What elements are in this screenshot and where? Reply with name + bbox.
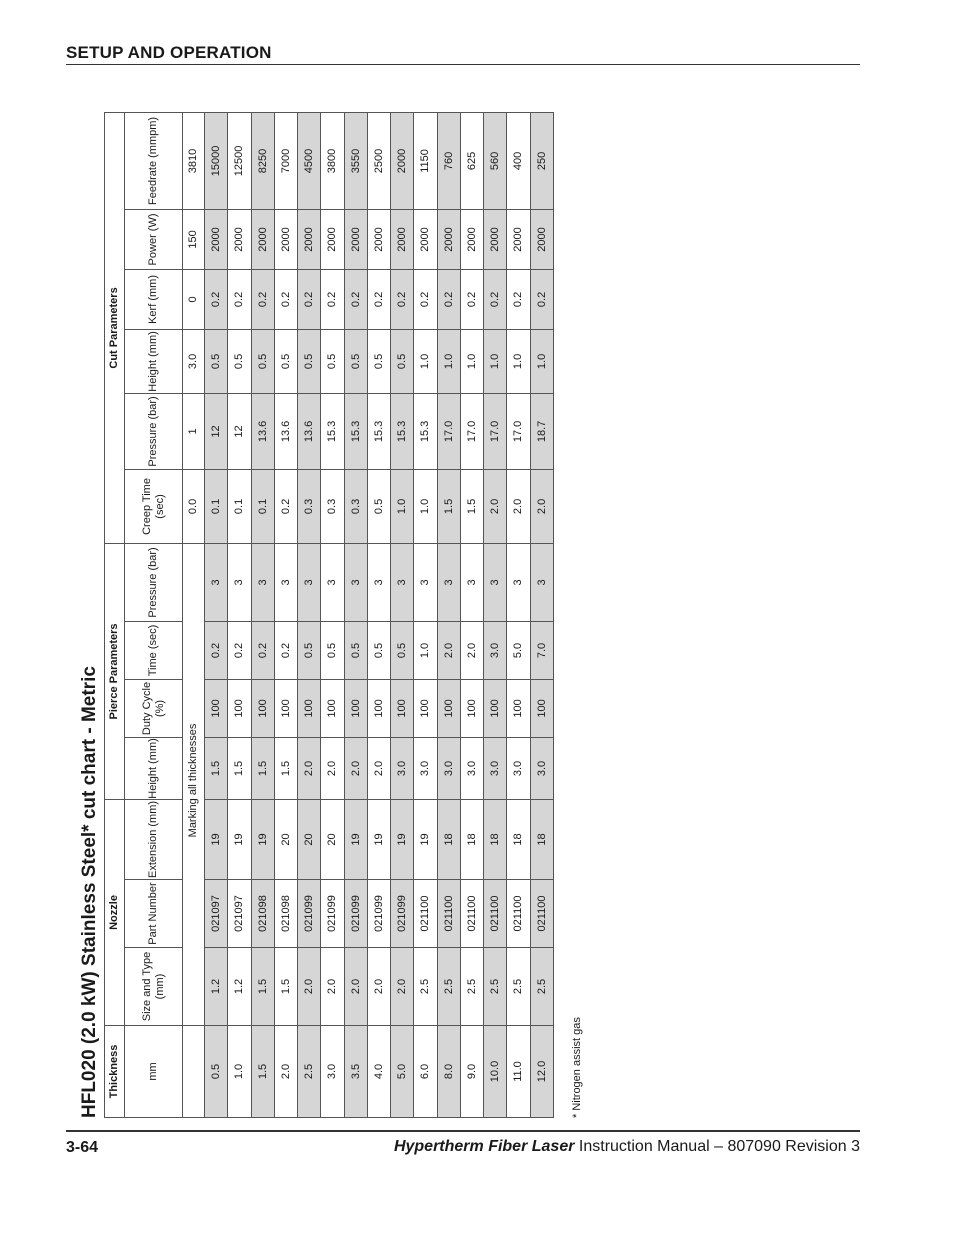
cell-kerf: 0.2 — [344, 269, 367, 329]
footer-revision: 807090 Revision 3 — [727, 1138, 860, 1155]
section-header: SETUP AND OPERATION — [66, 43, 272, 62]
cell-power: 2000 — [367, 209, 390, 269]
cell-kerf: 0.2 — [460, 269, 483, 329]
cell-power: 2000 — [274, 209, 297, 269]
col-thickness-mm: mm — [125, 1026, 183, 1118]
cell-pierce-time: 0.5 — [367, 621, 390, 679]
cell-duty-cycle: 100 — [321, 679, 344, 737]
cell-pierce-height: 2.0 — [344, 737, 367, 799]
cell-kerf: 0.2 — [530, 269, 553, 329]
cell-cut-pressure: 17.0 — [460, 393, 483, 469]
cell-pierce-time: 5.0 — [507, 621, 530, 679]
cell-extension: 18 — [507, 799, 530, 879]
marking-cut-height: 3.0 — [183, 329, 205, 393]
cell-duty-cycle: 100 — [530, 679, 553, 737]
cell-thickness: 3.0 — [321, 1026, 344, 1118]
cell-pierce-height: 1.5 — [228, 737, 251, 799]
cell-duty-cycle: 100 — [344, 679, 367, 737]
cell-duty-cycle: 100 — [484, 679, 507, 737]
cell-part-number: 021099 — [321, 880, 344, 948]
col-cut-pressure: Pressure (bar) — [125, 393, 183, 469]
cell-pierce-height: 1.5 — [205, 737, 228, 799]
cell-pierce-time: 0.5 — [391, 621, 414, 679]
table-row — [228, 112, 251, 1117]
cell-part-number: 021100 — [460, 880, 483, 948]
cell-pierce-pressure: 3 — [274, 543, 297, 621]
cell-part-number: 021100 — [414, 880, 437, 948]
cell-cut-height: 1.0 — [437, 329, 460, 393]
cell-pierce-time: 0.2 — [274, 621, 297, 679]
cell-pierce-pressure: 3 — [228, 543, 251, 621]
cell-thickness: 10.0 — [484, 1026, 507, 1118]
cell-size-type: 2.5 — [507, 948, 530, 1026]
cell-cut-pressure: 15.3 — [344, 393, 367, 469]
cell-kerf: 0.2 — [507, 269, 530, 329]
cell-kerf: 0.2 — [321, 269, 344, 329]
cell-part-number: 021098 — [251, 880, 274, 948]
cell-cut-height: 0.5 — [205, 329, 228, 393]
cell-feedrate: 250 — [530, 112, 553, 209]
cell-thickness: 0.5 — [205, 1026, 228, 1118]
cell-creep-time: 0.3 — [321, 469, 344, 543]
cell-cut-pressure: 12 — [205, 393, 228, 469]
cell-creep-time: 1.0 — [414, 469, 437, 543]
cell-cut-height: 0.5 — [344, 329, 367, 393]
cell-duty-cycle: 100 — [367, 679, 390, 737]
cell-size-type: 2.0 — [298, 948, 321, 1026]
cell-pierce-pressure: 3 — [367, 543, 390, 621]
table-row — [344, 112, 367, 1117]
cell-thickness: 6.0 — [414, 1026, 437, 1118]
cell-cut-height: 0.5 — [298, 329, 321, 393]
cell-power: 2000 — [460, 209, 483, 269]
cell-creep-time: 0.3 — [344, 469, 367, 543]
cell-pierce-pressure: 3 — [484, 543, 507, 621]
cell-feedrate: 2000 — [391, 112, 414, 209]
cell-pierce-height: 1.5 — [251, 737, 274, 799]
cell-thickness: 9.0 — [460, 1026, 483, 1118]
cell-cut-pressure: 13.6 — [274, 393, 297, 469]
cell-extension: 19 — [367, 799, 390, 879]
cell-cut-height: 1.0 — [507, 329, 530, 393]
cell-cut-height: 0.5 — [391, 329, 414, 393]
col-cut-height: Height (mm) — [125, 329, 183, 393]
col-creep-time: Creep Time (sec) — [125, 469, 183, 543]
table-row — [367, 112, 390, 1117]
cell-part-number: 021100 — [437, 880, 460, 948]
cell-creep-time: 0.3 — [298, 469, 321, 543]
cell-creep-time: 1.5 — [437, 469, 460, 543]
cell-power: 2000 — [344, 209, 367, 269]
cell-pierce-time: 3.0 — [484, 621, 507, 679]
cell-cut-height: 0.5 — [251, 329, 274, 393]
cell-thickness: 2.0 — [274, 1026, 297, 1118]
cell-creep-time: 2.0 — [530, 469, 553, 543]
group-header-row — [105, 112, 125, 1117]
table-row — [274, 112, 297, 1117]
cell-pierce-time: 0.2 — [251, 621, 274, 679]
column-header-row — [125, 112, 183, 1117]
cell-creep-time: 0.1 — [251, 469, 274, 543]
cell-thickness: 8.0 — [437, 1026, 460, 1118]
cell-pierce-height: 3.0 — [391, 737, 414, 799]
cell-feedrate: 560 — [484, 112, 507, 209]
footer-rule — [66, 1130, 860, 1132]
cell-duty-cycle: 100 — [507, 679, 530, 737]
cell-extension: 19 — [344, 799, 367, 879]
cell-kerf: 0.2 — [391, 269, 414, 329]
cell-pierce-time: 1.0 — [414, 621, 437, 679]
cell-pierce-pressure: 3 — [298, 543, 321, 621]
cell-pierce-pressure: 3 — [251, 543, 274, 621]
cell-extension: 20 — [298, 799, 321, 879]
footer-brand: Hypertherm Fiber Laser — [393, 1138, 575, 1155]
cell-thickness: 1.0 — [228, 1026, 251, 1118]
cell-cut-pressure: 17.0 — [484, 393, 507, 469]
cell-power: 2000 — [298, 209, 321, 269]
cell-pierce-pressure: 3 — [391, 543, 414, 621]
cell-power: 2000 — [391, 209, 414, 269]
cell-pierce-height: 1.5 — [274, 737, 297, 799]
cell-feedrate: 7000 — [274, 112, 297, 209]
cell-pierce-pressure: 3 — [530, 543, 553, 621]
cell-cut-pressure: 18.7 — [530, 393, 553, 469]
col-part-number: Part Number — [125, 880, 183, 948]
cell-cut-height: 1.0 — [484, 329, 507, 393]
cell-extension: 18 — [530, 799, 553, 879]
cell-part-number: 021098 — [274, 880, 297, 948]
cell-pierce-time: 2.0 — [437, 621, 460, 679]
cell-pierce-time: 2.0 — [460, 621, 483, 679]
cell-size-type: 1.5 — [274, 948, 297, 1026]
cell-part-number: 021097 — [205, 880, 228, 948]
cell-duty-cycle: 100 — [298, 679, 321, 737]
cell-cut-height: 0.5 — [367, 329, 390, 393]
cell-duty-cycle: 100 — [414, 679, 437, 737]
cell-extension: 18 — [437, 799, 460, 879]
cell-duty-cycle: 100 — [391, 679, 414, 737]
cell-feedrate: 4500 — [298, 112, 321, 209]
cell-duty-cycle: 100 — [251, 679, 274, 737]
cell-pierce-pressure: 3 — [507, 543, 530, 621]
marking-label: Marking all thicknesses — [183, 543, 205, 1025]
cell-part-number: 021099 — [344, 880, 367, 948]
cell-extension: 19 — [251, 799, 274, 879]
col-duty-cycle: Duty Cycle (%) — [125, 679, 183, 737]
cell-size-type: 1.5 — [251, 948, 274, 1026]
cell-creep-time: 0.1 — [205, 469, 228, 543]
cell-part-number: 021100 — [530, 880, 553, 948]
cell-feedrate: 2500 — [367, 112, 390, 209]
cell-thickness: 4.0 — [367, 1026, 390, 1118]
cell-pierce-height: 3.0 — [437, 737, 460, 799]
cell-cut-pressure: 17.0 — [437, 393, 460, 469]
cell-extension: 20 — [274, 799, 297, 879]
table-row — [321, 112, 344, 1117]
footer-dash: – — [714, 1138, 723, 1155]
footer-manual: Instruction Manual — [578, 1138, 710, 1155]
cell-size-type: 2.5 — [460, 948, 483, 1026]
cell-cut-pressure: 13.6 — [298, 393, 321, 469]
cell-creep-time: 1.5 — [460, 469, 483, 543]
cell-kerf: 0.2 — [251, 269, 274, 329]
cell-feedrate: 400 — [507, 112, 530, 209]
table-row — [414, 112, 437, 1117]
cut-chart-table — [104, 112, 554, 1118]
cell-extension: 18 — [460, 799, 483, 879]
cell-kerf: 0.2 — [414, 269, 437, 329]
table-row — [298, 112, 321, 1117]
cell-cut-pressure: 12 — [228, 393, 251, 469]
cell-cut-pressure: 15.3 — [321, 393, 344, 469]
cell-duty-cycle: 100 — [205, 679, 228, 737]
cell-pierce-height: 3.0 — [530, 737, 553, 799]
cell-kerf: 0.2 — [367, 269, 390, 329]
header-rule — [66, 64, 860, 65]
marking-power: 150 — [183, 209, 205, 269]
footnote: * Nitrogen assist gas — [571, 1017, 583, 1118]
col-power: Power (W) — [125, 209, 183, 269]
cell-pierce-pressure: 3 — [321, 543, 344, 621]
cell-duty-cycle: 100 — [228, 679, 251, 737]
cell-pierce-time: 0.5 — [344, 621, 367, 679]
cell-extension: 19 — [391, 799, 414, 879]
cell-power: 2000 — [484, 209, 507, 269]
cell-duty-cycle: 100 — [437, 679, 460, 737]
cell-feedrate: 8250 — [251, 112, 274, 209]
cell-cut-height: 1.0 — [414, 329, 437, 393]
marking-creep-time: 0.0 — [183, 469, 205, 543]
cell-thickness: 11.0 — [507, 1026, 530, 1118]
col-pierce-time: Time (sec) — [125, 621, 183, 679]
cell-duty-cycle: 100 — [274, 679, 297, 737]
cell-size-type: 2.0 — [344, 948, 367, 1026]
cell-pierce-height: 3.0 — [484, 737, 507, 799]
group-pierce-parameters: Pierce Parameters — [105, 543, 125, 799]
cell-creep-time: 1.0 — [391, 469, 414, 543]
cell-feedrate: 3550 — [344, 112, 367, 209]
cell-cut-height: 0.5 — [274, 329, 297, 393]
col-kerf: Kerf (mm) — [125, 269, 183, 329]
cell-pierce-height: 3.0 — [507, 737, 530, 799]
cell-cut-pressure: 17.0 — [507, 393, 530, 469]
table-row — [530, 112, 553, 1117]
cell-power: 2000 — [414, 209, 437, 269]
cell-pierce-pressure: 3 — [344, 543, 367, 621]
col-pierce-pressure: Pressure (bar) — [125, 543, 183, 621]
cell-pierce-time: 0.2 — [228, 621, 251, 679]
marking-empty-cell — [183, 1026, 205, 1118]
cell-pierce-height: 3.0 — [460, 737, 483, 799]
cell-creep-time: 2.0 — [507, 469, 530, 543]
cut-chart-table-wrapper — [104, 113, 554, 1118]
cell-power: 2000 — [530, 209, 553, 269]
cell-thickness: 2.5 — [298, 1026, 321, 1118]
cell-extension: 18 — [484, 799, 507, 879]
cell-kerf: 0.2 — [484, 269, 507, 329]
cell-pierce-time: 7.0 — [530, 621, 553, 679]
table-row — [460, 112, 483, 1117]
cell-part-number: 021097 — [228, 880, 251, 948]
cell-cut-pressure: 15.3 — [391, 393, 414, 469]
cell-thickness: 3.5 — [344, 1026, 367, 1118]
cell-part-number: 021099 — [391, 880, 414, 948]
cell-size-type: 2.0 — [321, 948, 344, 1026]
footer-manual-info — [394, 1138, 860, 1156]
cell-duty-cycle: 100 — [460, 679, 483, 737]
cell-size-type: 2.5 — [530, 948, 553, 1026]
cell-feedrate: 12500 — [228, 112, 251, 209]
cell-thickness: 12.0 — [530, 1026, 553, 1118]
col-extension: Extension (mm) — [125, 799, 183, 879]
cell-power: 2000 — [437, 209, 460, 269]
cell-creep-time: 0.2 — [274, 469, 297, 543]
cell-pierce-time: 0.5 — [298, 621, 321, 679]
cell-pierce-height: 2.0 — [367, 737, 390, 799]
cell-thickness: 1.5 — [251, 1026, 274, 1118]
table-row — [437, 112, 460, 1117]
cell-feedrate: 3800 — [321, 112, 344, 209]
cell-kerf: 0.2 — [274, 269, 297, 329]
cell-pierce-pressure: 3 — [460, 543, 483, 621]
cell-part-number: 021100 — [507, 880, 530, 948]
cell-pierce-pressure: 3 — [414, 543, 437, 621]
cell-cut-pressure: 15.3 — [414, 393, 437, 469]
cell-size-type: 1.2 — [205, 948, 228, 1026]
group-thickness: Thickness — [105, 1026, 125, 1118]
cell-cut-pressure: 15.3 — [367, 393, 390, 469]
cell-pierce-time: 0.5 — [321, 621, 344, 679]
cell-kerf: 0.2 — [298, 269, 321, 329]
cell-creep-time: 0.5 — [367, 469, 390, 543]
cell-extension: 19 — [414, 799, 437, 879]
cell-power: 2000 — [507, 209, 530, 269]
cell-cut-height: 1.0 — [530, 329, 553, 393]
cell-kerf: 0.2 — [228, 269, 251, 329]
cell-size-type: 2.5 — [414, 948, 437, 1026]
cell-cut-pressure: 13.6 — [251, 393, 274, 469]
marking-feedrate: 3810 — [183, 112, 205, 209]
group-nozzle: Nozzle — [105, 799, 125, 1025]
cell-feedrate: 15000 — [205, 112, 228, 209]
cell-pierce-pressure: 3 — [205, 543, 228, 621]
marking-kerf: 0 — [183, 269, 205, 329]
cell-feedrate: 760 — [437, 112, 460, 209]
col-feedrate: Feedrate (mmpm) — [125, 112, 183, 209]
col-pierce-height: Height (mm) — [125, 737, 183, 799]
cell-pierce-pressure: 3 — [437, 543, 460, 621]
cell-pierce-height: 2.0 — [321, 737, 344, 799]
cell-thickness: 5.0 — [391, 1026, 414, 1118]
cell-kerf: 0.2 — [437, 269, 460, 329]
cell-part-number: 021099 — [367, 880, 390, 948]
cell-power: 2000 — [321, 209, 344, 269]
cell-extension: 20 — [321, 799, 344, 879]
cell-cut-height: 0.5 — [321, 329, 344, 393]
table-row — [251, 112, 274, 1117]
cell-power: 2000 — [251, 209, 274, 269]
cell-cut-height: 0.5 — [228, 329, 251, 393]
cell-feedrate: 1150 — [414, 112, 437, 209]
cell-feedrate: 625 — [460, 112, 483, 209]
cell-part-number: 021100 — [484, 880, 507, 948]
marking-row — [183, 112, 205, 1117]
cell-pierce-height: 3.0 — [414, 737, 437, 799]
table-row — [484, 112, 507, 1117]
cell-pierce-time: 0.2 — [205, 621, 228, 679]
cell-size-type: 2.0 — [391, 948, 414, 1026]
cell-power: 2000 — [205, 209, 228, 269]
marking-cut-pressure: 1 — [183, 393, 205, 469]
cell-size-type: 2.0 — [367, 948, 390, 1026]
page-number: 3-64 — [66, 1139, 99, 1156]
group-cut-parameters: Cut Parameters — [105, 112, 125, 543]
col-size-type: Size and Type (mm) — [125, 948, 183, 1026]
cell-size-type: 1.2 — [228, 948, 251, 1026]
cell-power: 2000 — [228, 209, 251, 269]
cell-creep-time: 2.0 — [484, 469, 507, 543]
cell-extension: 19 — [205, 799, 228, 879]
table-row — [391, 112, 414, 1117]
cell-pierce-height: 2.0 — [298, 737, 321, 799]
cell-extension: 19 — [228, 799, 251, 879]
table-row — [507, 112, 530, 1117]
cell-creep-time: 0.1 — [228, 469, 251, 543]
table-row — [205, 112, 228, 1117]
cell-part-number: 021099 — [298, 880, 321, 948]
cell-size-type: 2.5 — [437, 948, 460, 1026]
cell-size-type: 2.5 — [484, 948, 507, 1026]
cell-cut-height: 1.0 — [460, 329, 483, 393]
cell-kerf: 0.2 — [205, 269, 228, 329]
page-title: HFL020 (2.0 kW) Stainless Steel* cut chart - Metric — [79, 666, 100, 1118]
